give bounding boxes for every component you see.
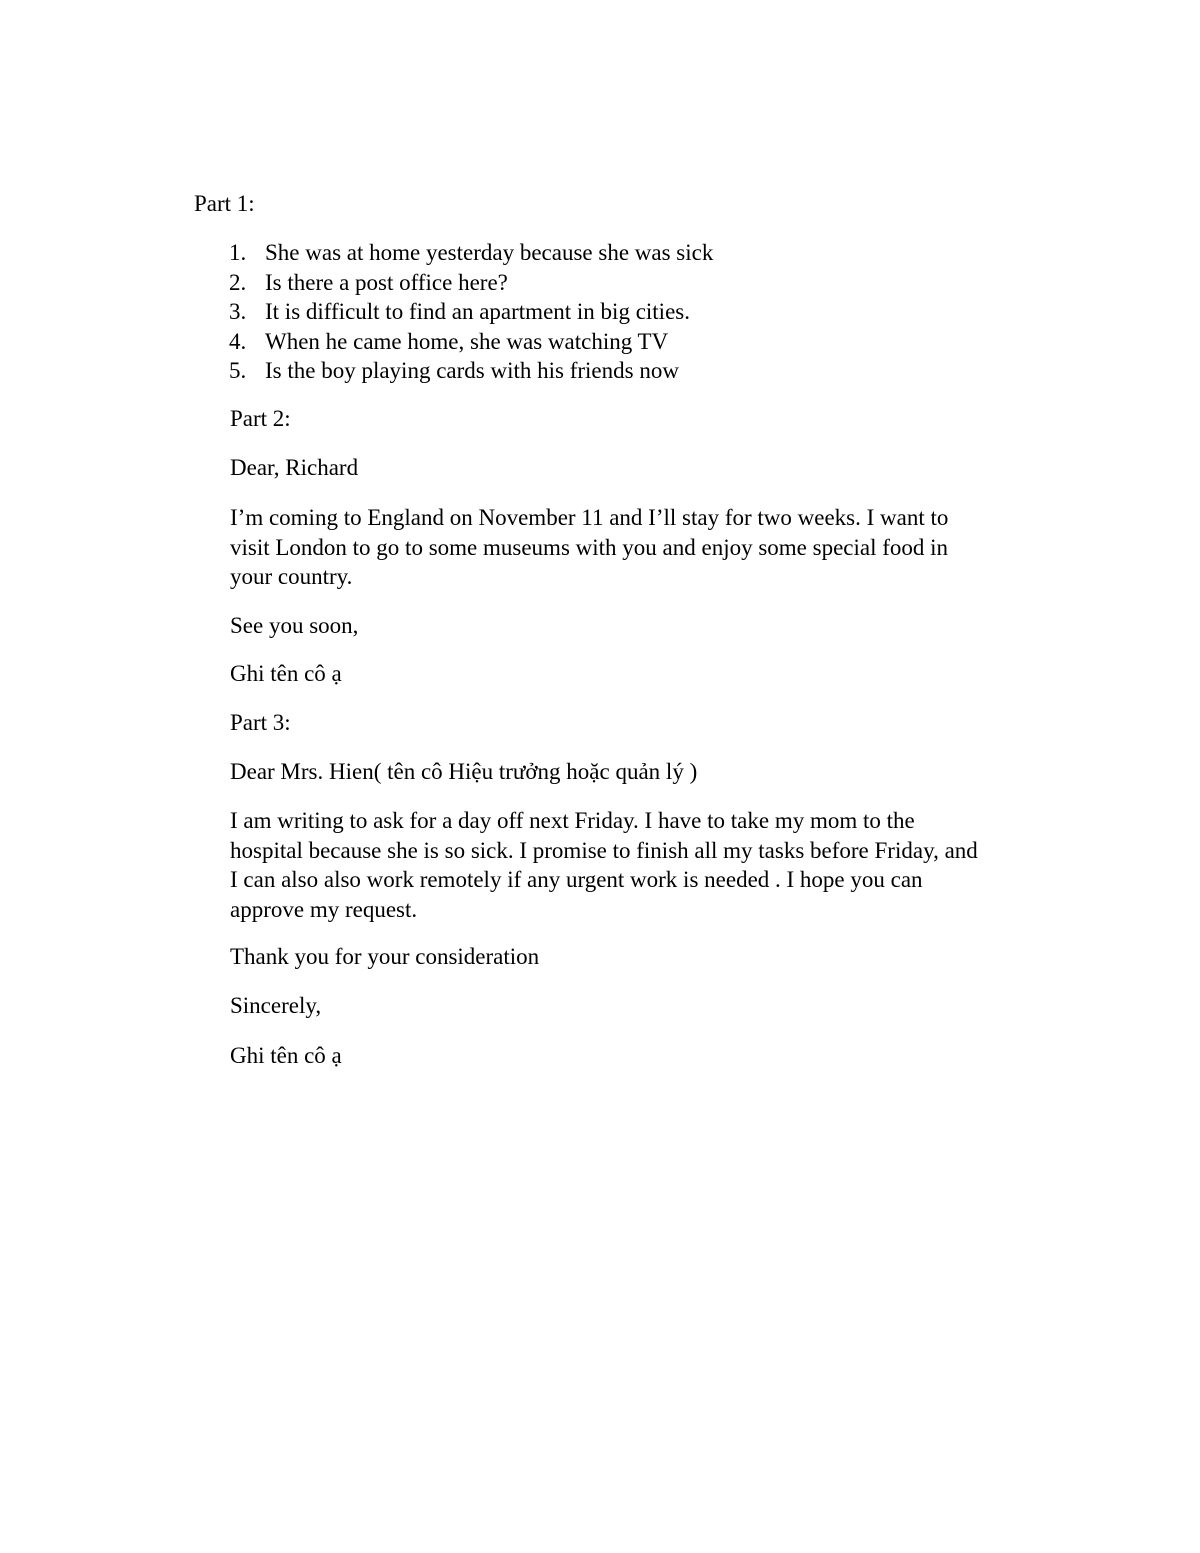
part3-signature: Ghi tên cô ạ	[230, 1043, 342, 1068]
list-item-text: When he came home, she was watching TV	[265, 328, 669, 354]
list-item	[229, 297, 713, 327]
list-item-text: It is difficult to find an apartment in big cities.	[265, 299, 690, 324]
letter-line: I’m coming to England on November 11 and I’ll stay for two weeks. I want to	[230, 505, 949, 530]
letter-line: your country.	[230, 564, 353, 589]
list-item	[229, 268, 713, 298]
list-item-number: 4.	[229, 328, 247, 354]
part2-closing: See you soon,	[230, 613, 359, 638]
part2-letter-body	[230, 503, 948, 592]
list-item-number: 3.	[229, 299, 247, 324]
list-item-number: 2.	[229, 269, 247, 295]
part1-answer-list	[229, 238, 713, 386]
list-item-text: She was at home yesterday because she was sick	[265, 240, 714, 265]
list-item	[229, 356, 713, 386]
list-item-text: Is the boy playing cards with his friends now	[265, 358, 679, 383]
list-item-number: 1.	[229, 240, 247, 265]
part3-thanks: Thank you for your consideration	[230, 944, 540, 969]
list-item	[229, 327, 713, 357]
part2-greeting: Dear, Richard	[230, 455, 359, 480]
part3-heading: Part 3:	[230, 710, 291, 735]
list-item	[229, 238, 713, 268]
letter-line: I can also also work remotely if any urgent work is needed . I hope you can	[230, 867, 923, 892]
part2-heading: Part 2:	[230, 406, 291, 431]
list-item-number: 5.	[229, 358, 247, 383]
letter-line: visit London to go to some museums with you and enjoy some special food in	[230, 534, 949, 560]
part1-heading: Part 1:	[194, 191, 255, 216]
letter-line: approve my request.	[230, 896, 418, 922]
list-item-text: Is there a post office here?	[265, 269, 508, 295]
part3-closing: Sincerely,	[230, 993, 322, 1018]
letter-line: I am writing to ask for a day off next Friday. I have to take my mom to the	[230, 808, 915, 833]
part3-letter-body	[230, 806, 978, 924]
part3-greeting: Dear Mrs. Hien( tên cô Hiệu trưởng hoặc quản lý )	[230, 759, 698, 784]
part2-signature: Ghi tên cô ạ	[230, 661, 342, 686]
letter-line: hospital because she is so sick. I promise to finish all my tasks before Friday, and	[230, 837, 978, 863]
